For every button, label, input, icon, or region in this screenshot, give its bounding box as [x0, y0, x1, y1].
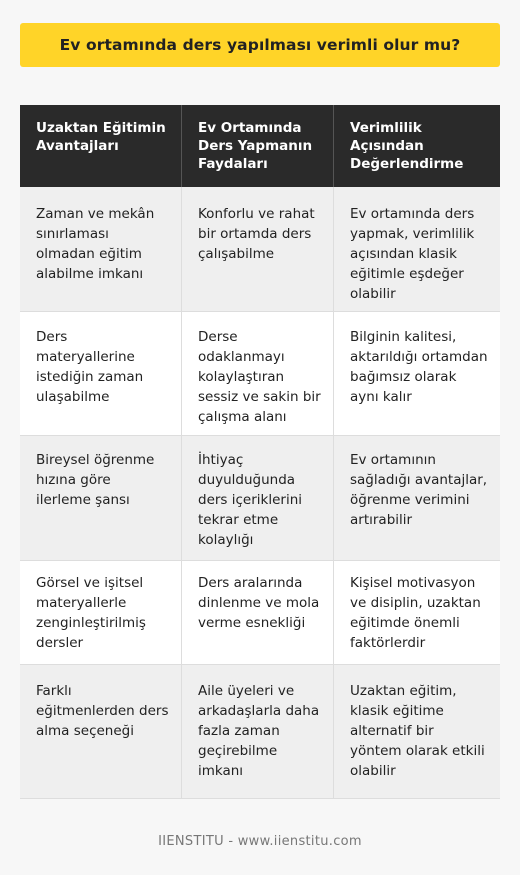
table-cell: Ders aralarında dinlenme ve mola verme esnekliği: [182, 561, 334, 664]
table-cell: Kişisel motivasyon ve disiplin, uzaktan eğitimde önemli faktörlerdir: [350, 575, 481, 651]
footer-credit: IIENSTITU - www.iienstitu.com: [158, 834, 362, 849]
table-cell: Ev ortamında ders yapmak, verimlilik açısından klasik eğitimle eşdeğer olabilir: [350, 206, 475, 302]
table-cell: Bireysel öğrenme hızına göre ilerleme şansı: [20, 436, 182, 560]
table-cell: Derse odaklanmayı kolaylaştıran sessiz ve sakin bir çalışma alanı: [182, 312, 334, 435]
table-row: [20, 665, 500, 799]
column-header: Uzaktan Eğitimin Avantajları: [20, 105, 182, 187]
table-row: [20, 561, 500, 665]
table-row: [20, 436, 500, 561]
table-cell: Görsel ve işitsel materyallerle zenginleştirilmiş dersler: [20, 561, 182, 664]
table-cell: Farklı eğitmenlerden ders alma seçeneği: [20, 665, 182, 798]
table-cell: Bilginin kalitesi, aktarıldığı ortamdan bağımsız olarak aynı kalır: [350, 329, 488, 405]
table-cell: Konforlu ve rahat bir ortamda ders çalışabilme: [182, 187, 334, 311]
column-header: Ev Ortamında Ders Yapmanın Faydaları: [182, 105, 334, 187]
table-cell: Zaman ve mekân sınırlaması olmadan eğitim alabilme imkanı: [20, 187, 182, 311]
table-cell: Ders materyallerine istediğin zaman ulaşabilme: [20, 312, 182, 435]
table-cell: Aile üyeleri ve arkadaşlarla daha fazla zaman geçirebilme imkanı: [182, 665, 334, 798]
column-header: Verimlilik Açısından Değerlendirme: [350, 120, 464, 172]
page-title: Ev ortamında ders yapılması verimli olur mu?: [59, 36, 461, 54]
table-row: [20, 312, 500, 436]
title-banner: [20, 23, 500, 67]
table-row: [20, 187, 500, 312]
table-cell: Ev ortamının sağladığı avantajlar, öğrenme verimini artırabilir: [350, 452, 488, 528]
table-cell: İhtiyaç duyulduğunda ders içeriklerini tekrar etme kolaylığı: [182, 436, 334, 560]
comparison-table: [20, 105, 500, 799]
table-cell: Uzaktan eğitim, klasik eğitime alternatif bir yöntem olarak etkili olabilir: [350, 683, 485, 779]
table-header: [20, 105, 500, 187]
